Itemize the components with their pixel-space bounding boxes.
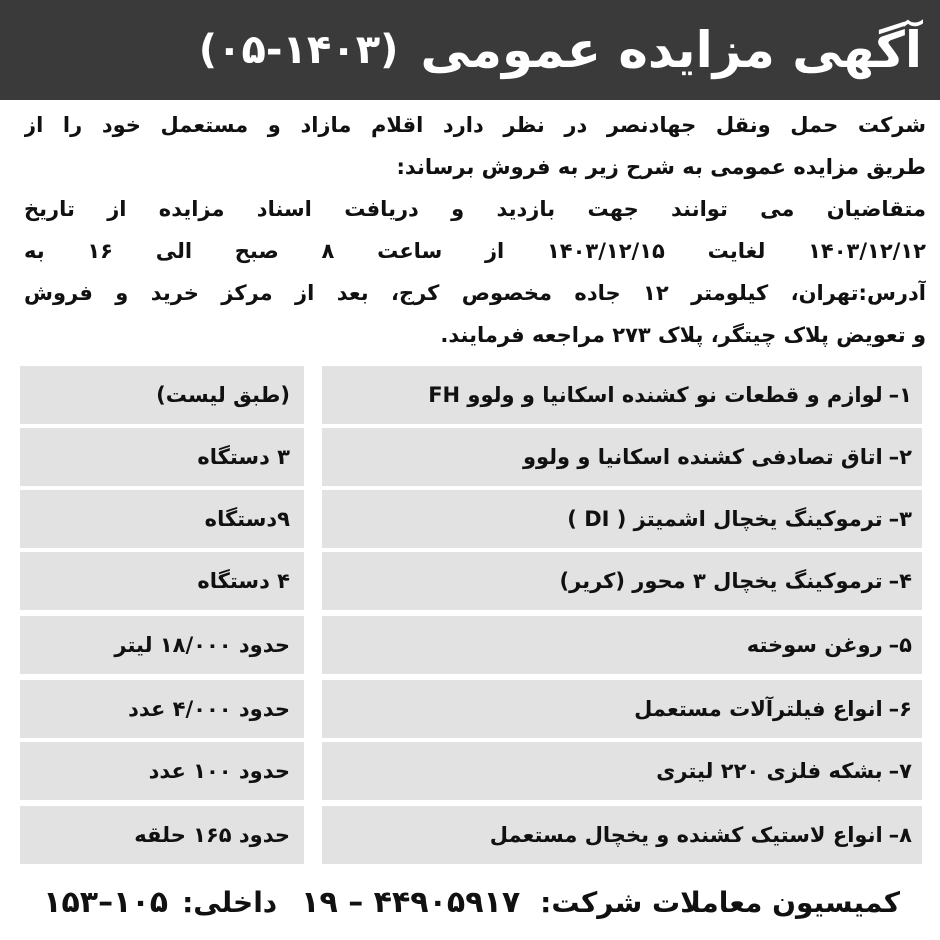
item-name: اتاق تصادفی کشنده اسکانیا و ولوو [522, 445, 883, 469]
item-qty-cell [20, 742, 304, 800]
item-qty: ۴ دستگاه [197, 569, 290, 593]
item-number: ۱– [888, 383, 912, 407]
item-qty-cell [20, 806, 304, 864]
contact-label: کمیسیون معاملات شرکت: [540, 885, 900, 919]
extension-label: داخلی: [182, 885, 278, 919]
item-name: لوازم و قطعات نو کشنده اسکانیا و ولوو FH [428, 383, 883, 407]
item-name: انواع لاستیک کشنده و یخچال مستعمل [489, 823, 883, 847]
item-qty: حدود ۱۶۵ حلقه [134, 823, 290, 847]
item-name-cell [322, 616, 922, 674]
intro-line: طریق مزایده عمومی به شرح زیر به فروش برساند: [396, 155, 926, 179]
item-qty: (طبق لیست) [156, 383, 290, 407]
contact-phone: ۱۹ – ۴۴۹۰۵۹۱۷ [301, 884, 521, 920]
item-name-cell [322, 742, 922, 800]
item-name-cell [322, 490, 922, 548]
item-name-cell [322, 806, 922, 864]
item-number: ۴– [888, 569, 912, 593]
item-qty: حدود ۱۰۰ عدد [148, 759, 290, 783]
table-row [20, 680, 922, 738]
item-name: انواع فیلترآلات مستعمل [634, 697, 883, 721]
table-row [20, 742, 922, 800]
item-qty-cell [20, 616, 304, 674]
item-number: ۵– [888, 633, 912, 657]
table-row [20, 366, 922, 424]
intro-line: و تعویض پلاک چیتگر، پلاک ۲۷۳ مراجعه فرمایند. [440, 323, 926, 347]
item-qty-cell [20, 490, 304, 548]
item-name: ترموکینگ یخچال اشمیتز ( DI ) [567, 507, 883, 531]
notice-intro [24, 104, 926, 356]
item-qty-cell [20, 428, 304, 486]
item-qty: حدود ۱۸/۰۰۰ لیتر [114, 633, 290, 657]
item-number: ۲– [888, 445, 912, 469]
item-name-cell [322, 680, 922, 738]
notice-code: (۰۵-۱۴۰۳) [198, 27, 399, 73]
item-number: ۶– [888, 697, 912, 721]
item-qty-cell [20, 680, 304, 738]
item-name: ترموکینگ یخچال ۳ محور (کریر) [559, 569, 883, 593]
item-qty: حدود ۴/۰۰۰ عدد [128, 697, 290, 721]
notice-title: آگهی مزایده عمومی [420, 21, 922, 79]
item-name-cell [322, 428, 922, 486]
item-qty: ۹دستگاه [204, 507, 290, 531]
item-number: ۷– [888, 759, 912, 783]
item-name-cell [322, 552, 922, 610]
item-name-cell [322, 366, 922, 424]
item-number: ۳– [888, 507, 912, 531]
contact-footer [20, 872, 900, 932]
item-name: بشکه فلزی ۲۲۰ لیتری [656, 759, 883, 783]
table-row [20, 552, 922, 610]
item-qty-cell [20, 366, 304, 424]
item-qty-cell [20, 552, 304, 610]
intro-line: متقاضیان می توانند جهت بازدید و دریافت اسناد مزایده از تاریخ [24, 197, 926, 221]
item-qty: ۳ دستگاه [197, 445, 290, 469]
item-name: روغن سوخته [746, 633, 883, 657]
table-row [20, 616, 922, 674]
intro-line: آدرس:تهران، کیلومتر ۱۲ جاده مخصوص کرج، بعد از مرکز خرید و فروش [24, 281, 926, 305]
item-number: ۸– [888, 823, 912, 847]
table-row [20, 806, 922, 864]
notice-header [0, 0, 940, 100]
table-row [20, 428, 922, 486]
extension-number: ۱۵۳–۱۰۵ [43, 884, 169, 920]
table-row [20, 490, 922, 548]
intro-line: ۱۴۰۳/۱۲/۱۲ لغایت ۱۴۰۳/۱۲/۱۵ از ساعت ۸ صبح الی ۱۶ به [24, 239, 926, 263]
intro-line: شرکت حمل ونقل جهادنصر در نظر دارد اقلام مازاد و مستعمل خود را از [24, 113, 926, 137]
